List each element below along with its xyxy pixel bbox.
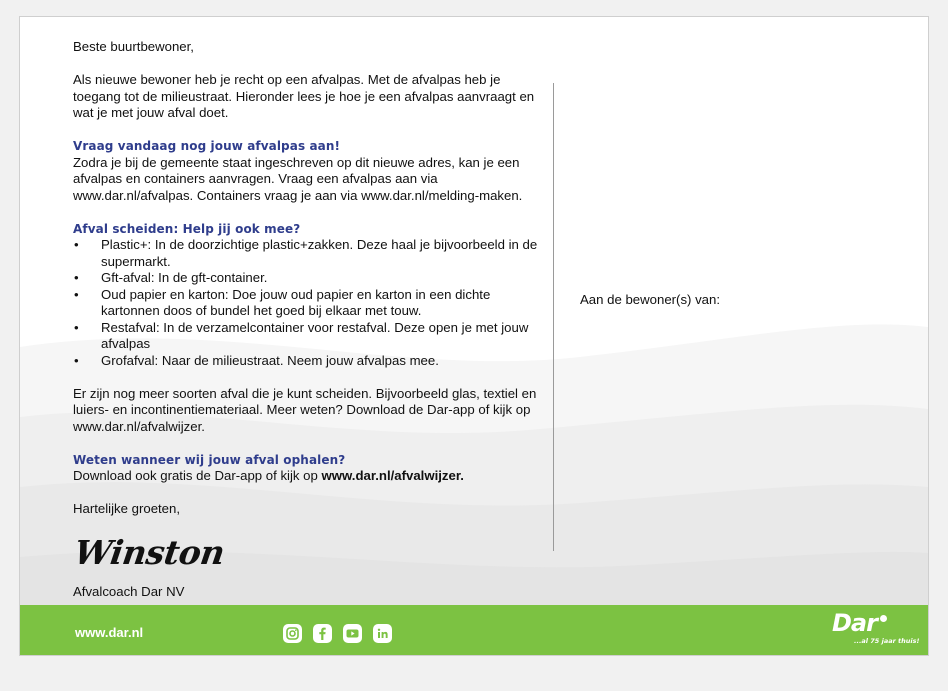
afvalpas-paragraph: Zodra je bij de gemeente staat ingeschreven op dit nieuwe adres, kan je een afvalpas en containers aanvragen. Vraag een afvalpas aan via www.dar.nl/afvalpas. Containers vraag je aan via www.dar.nl/melding-maken.	[73, 154, 523, 203]
youtube-icon[interactable]	[343, 624, 362, 643]
signature: Winston	[72, 533, 227, 572]
dar-logo	[832, 609, 920, 651]
waste-separation-heading: Afval scheiden: Help jij ook mee?	[73, 221, 301, 236]
instagram-icon[interactable]	[283, 624, 302, 643]
logo-wordmark: Dar	[832, 609, 877, 637]
footer-bar	[20, 605, 928, 655]
closing: Hartelijke groeten,	[73, 501, 181, 516]
facebook-icon[interactable]	[313, 624, 332, 643]
letter-body	[73, 39, 551, 534]
waste-separation-section	[73, 221, 551, 370]
linkedin-icon[interactable]	[373, 624, 392, 643]
footer-website-link[interactable]: www.dar.nl	[75, 625, 144, 640]
postcard	[19, 16, 929, 656]
vertical-divider	[553, 83, 554, 551]
collection-text: Download ook gratis de Dar-app of kijk op	[73, 468, 322, 483]
list-item: • Grofafval: Naar de milieustraat. Neem jouw afvalpas mee.	[73, 353, 551, 370]
collection-heading: Weten wanneer wij jouw afval ophalen?	[73, 452, 346, 467]
list-item: • Plastic+: In de doorzichtige plastic+zakken. Deze haal je bijvoorbeeld in de supermarkt.	[73, 237, 551, 270]
address-label: Aan de bewoner(s) van:	[580, 292, 721, 307]
collection-paragraph	[73, 468, 551, 485]
sender-title: Afvalcoach Dar NV	[73, 584, 185, 599]
waste-list	[73, 237, 551, 369]
intro-paragraph: Als nieuwe bewoner heb je recht op een afvalpas. Met de afvalpas heb je toegang tot de milieustraat. Hieronder lees je hoe je een afvalpas aanvraagt en wat je met jouw afval doet.	[73, 72, 535, 120]
logo-tagline: ...al 75 jaar thuis!	[854, 637, 920, 645]
afvalwijzer-link[interactable]: www.dar.nl/afvalwijzer.	[321, 468, 464, 483]
collection-section	[73, 452, 551, 485]
list-item: • Oud papier en karton: Doe jouw oud papier en karton in een dichte kartonnen doos of bundel het goed bij elkaar met touw.	[73, 287, 551, 320]
greeting: Beste buurtbewoner,	[73, 39, 194, 54]
afvalpas-section	[73, 138, 551, 204]
registered-mark-icon	[880, 615, 887, 622]
list-item: • Restafval: In de verzamelcontainer voor restafval. Deze open je met jouw afvalpas	[73, 320, 551, 353]
more-info-paragraph: Er zijn nog meer soorten afval die je kunt scheiden. Bijvoorbeeld glas, textiel en luiers- en incontinentiemateriaal. Meer weten? Download de Dar-app of kijk op www.dar.nl/afvalwijzer.	[73, 385, 537, 434]
afvalpas-heading: Vraag vandaag nog jouw afvalpas aan!	[73, 139, 341, 153]
list-item: • Gft-afval: In de gft-container.	[73, 270, 551, 287]
